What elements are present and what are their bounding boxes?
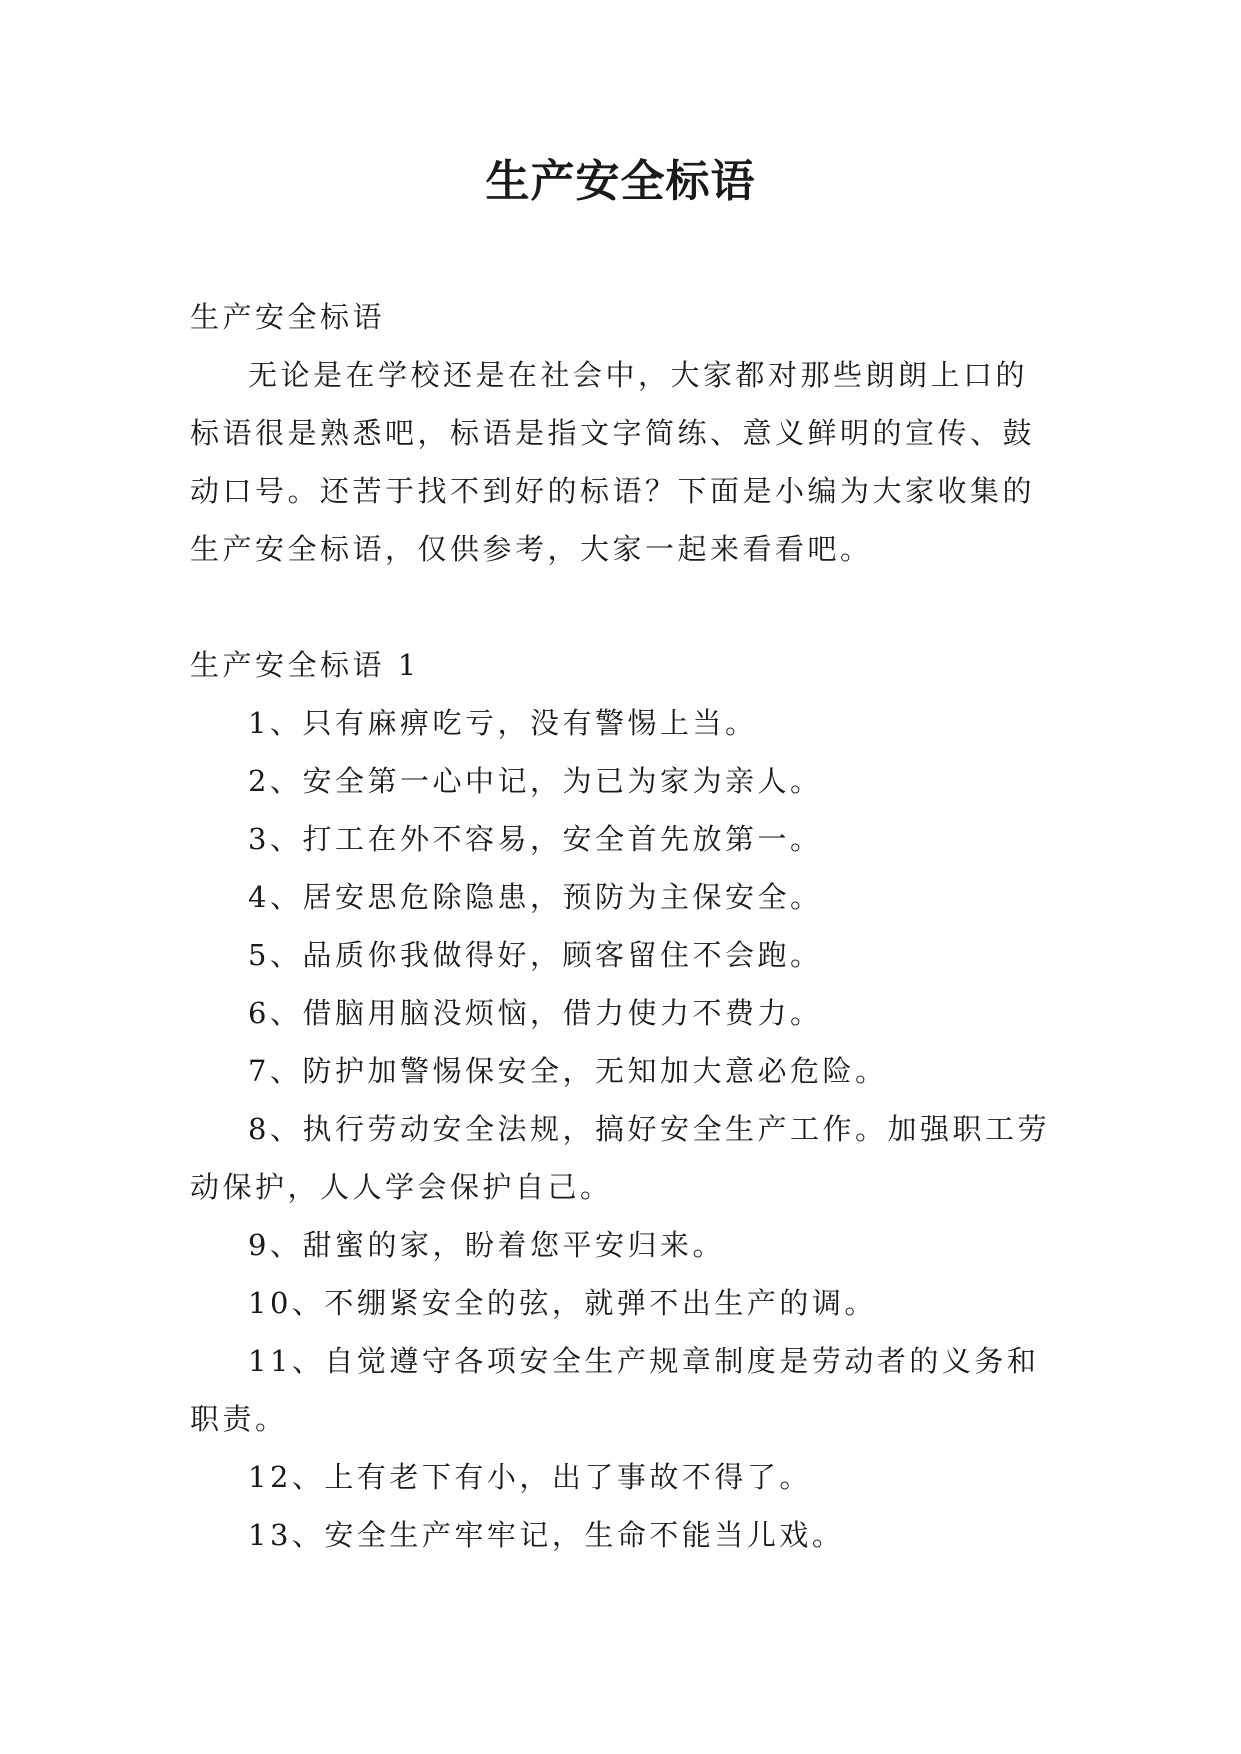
slogan-item: 8、执行劳动安全法规，搞好安全生产工作。加强职工劳动保护，人人学会保护自己。	[190, 1112, 1050, 1204]
slogan-item: 3、打工在外不容易，安全首先放第一。	[248, 822, 823, 856]
intro-paragraph: 无论是在学校还是在社会中，大家都对那些朗朗上口的标语很是熟悉吧，标语是指文字简练、意义鲜明的宣传、鼓动口号。还苦于找不到好的标语？下面是小编为大家收集的生产安全标语，仅供参考，大家一起来看看吧。	[190, 358, 1036, 566]
document-body	[190, 288, 1055, 1564]
slogan-item: 6、借脑用脑没烦恼，借力使力不费力。	[248, 996, 823, 1030]
slogan-item: 12、上有老下有小，出了事故不得了。	[248, 1460, 812, 1494]
slogan-item: 11、自觉遵守各项安全生产规章制度是劳动者的义务和职责。	[190, 1344, 1040, 1436]
slogan-item: 10、不绷紧安全的弦，就弹不出生产的调。	[248, 1286, 877, 1320]
slogan-item: 5、品质你我做得好，顾客留住不会跑。	[248, 938, 823, 972]
section-heading: 生产安全标语 1	[190, 648, 420, 682]
slogan-item: 4、居安思危除隐患，预防为主保安全。	[248, 880, 823, 914]
slogan-item: 1、只有麻痹吃亏，没有警惕上当。	[248, 706, 758, 740]
slogan-item: 9、甜蜜的家，盼着您平安归来。	[248, 1228, 725, 1262]
section-spacer	[190, 578, 1055, 636]
slogan-item: 2、安全第一心中记，为已为家为亲人。	[248, 764, 823, 798]
slogan-item: 7、防护加警惕保安全，无知加大意必危险。	[248, 1054, 888, 1088]
document-title: 生产安全标语	[485, 156, 756, 207]
slogan-item: 13、安全生产牢牢记，生命不能当儿戏。	[248, 1518, 845, 1552]
intro-heading: 生产安全标语	[190, 300, 386, 334]
